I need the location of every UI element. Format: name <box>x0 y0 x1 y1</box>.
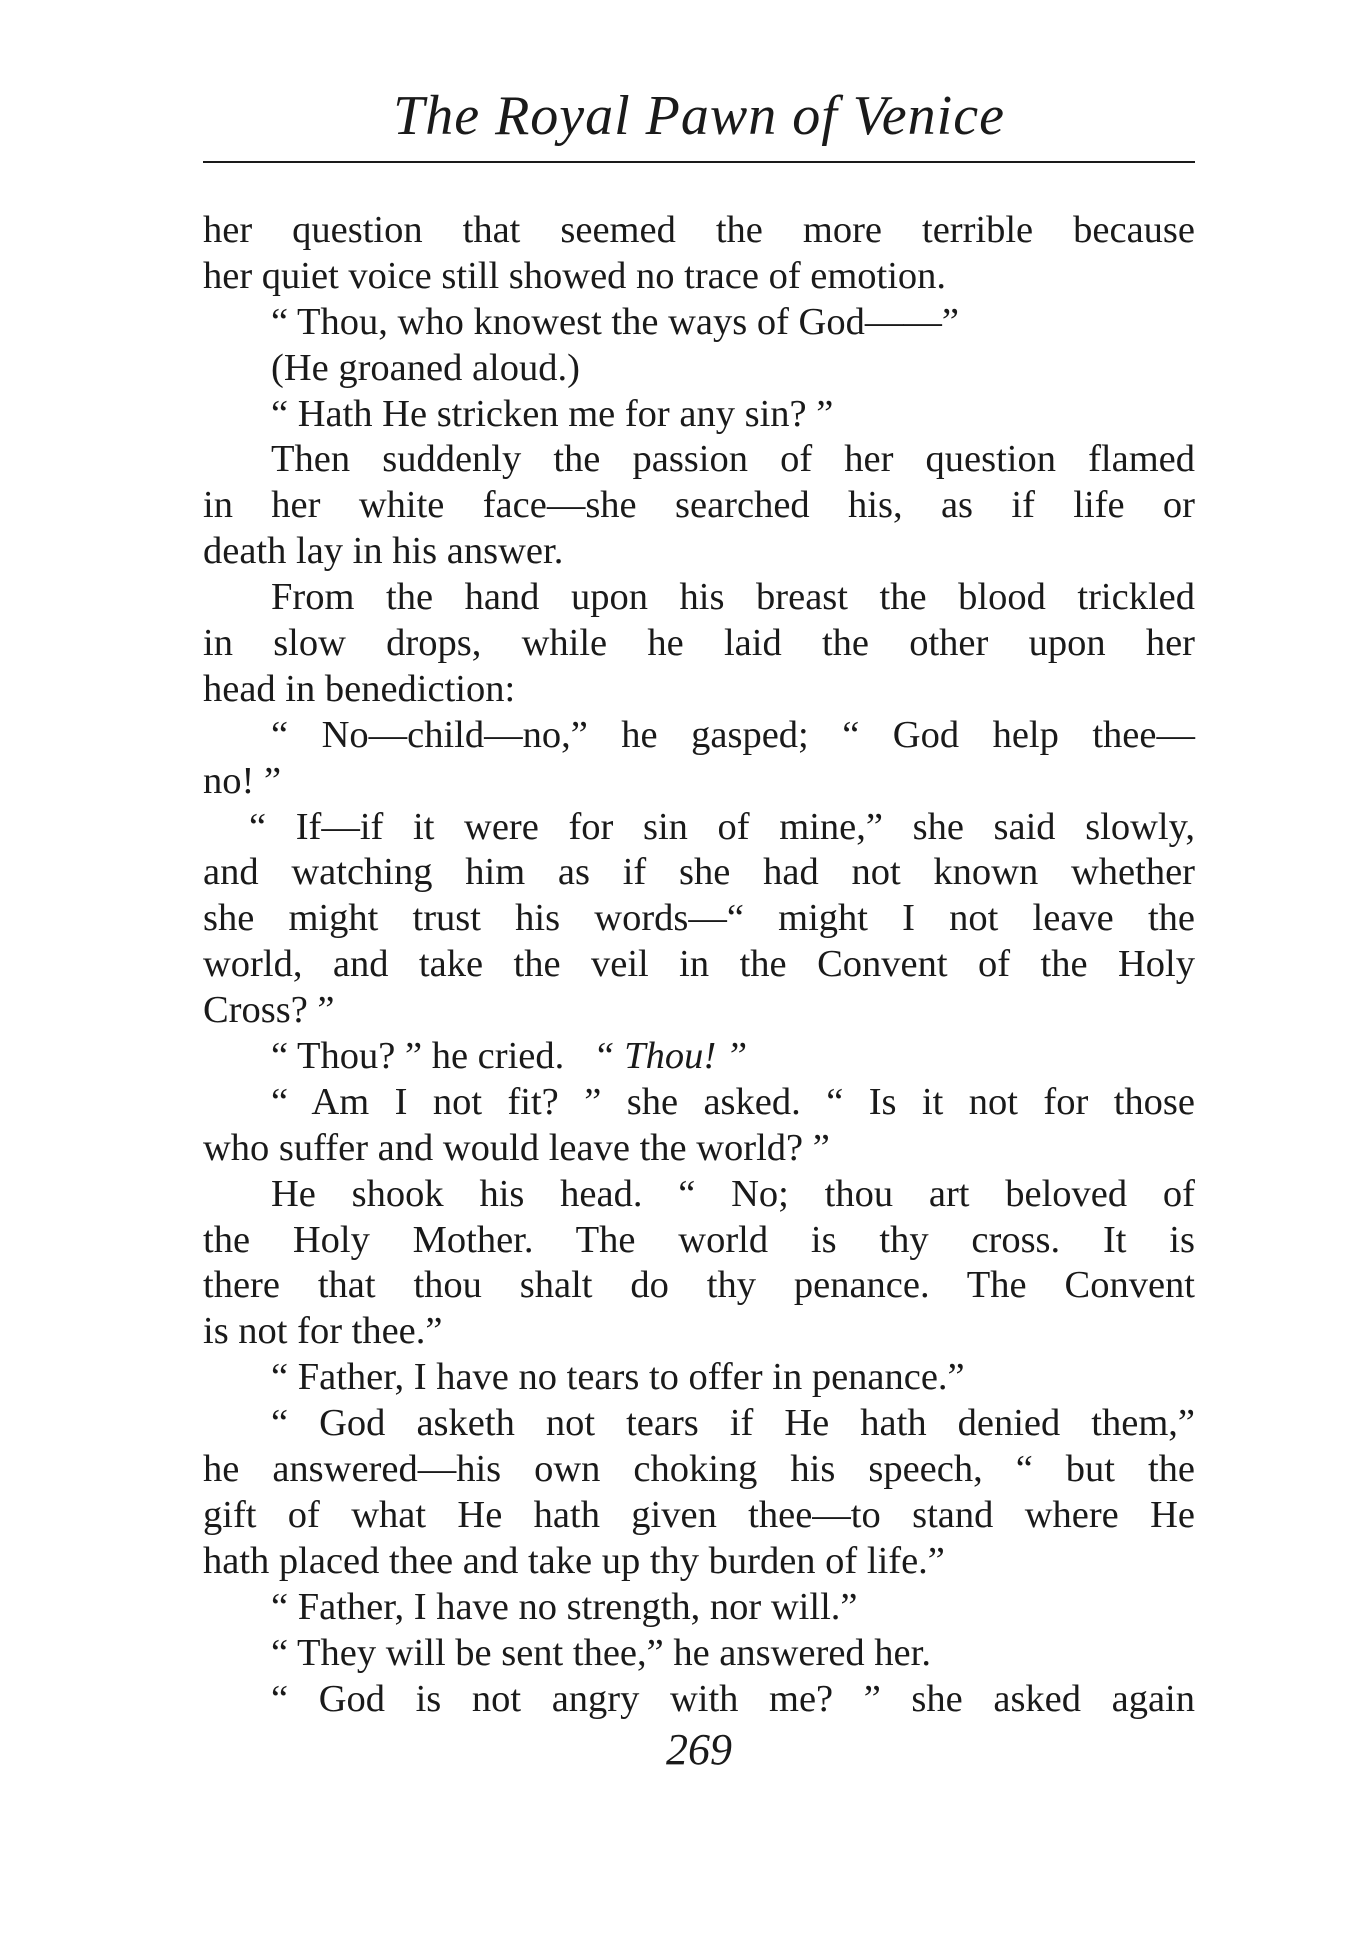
text-line: Then suddenly the passion of her question flamed <box>271 438 1195 481</box>
text-line: who suffer and would leave the world? ” <box>203 1126 830 1169</box>
italic-exclamation: “ Thou! ” <box>593 1035 748 1078</box>
text-line: “ Am I not fit? ” she asked. “ Is it not for those <box>271 1080 1195 1123</box>
header-rule <box>203 161 1195 163</box>
page-header <box>203 78 1195 154</box>
text-line: From the hand upon his breast the blood trickled <box>271 576 1195 619</box>
text-line: her question that seemed the more terrible because <box>203 209 1195 251</box>
text-line: and watching him as if she had not known whether <box>203 851 1195 894</box>
text-line: “ They will be sent thee,” he answered her. <box>271 1631 931 1674</box>
text-line: he answered—his own choking his speech, “ but the <box>203 1448 1195 1491</box>
text-line: “ Hath He stricken me for any sin? ” <box>271 392 834 435</box>
text-line: world, and take the veil in the Convent of the Holy <box>203 943 1195 986</box>
text-line-part: “ Thou? ” he cried. <box>271 1035 565 1078</box>
text-line: head in benediction: <box>203 667 516 710</box>
text-line: “ God is not angry with me? ” she asked again <box>271 1677 1195 1720</box>
text-line: (He groaned aloud.) <box>271 346 580 389</box>
text-line: her quiet voice still showed no trace of emotion. <box>203 254 947 297</box>
page-number: 269 <box>666 1725 732 1774</box>
text-line: He shook his head. “ No; thou art beloved of <box>271 1172 1195 1215</box>
text-line: there that thou shalt do thy penance. The Convent <box>203 1264 1195 1307</box>
text-line: hath placed thee and take up thy burden of life.” <box>203 1539 945 1582</box>
text-line: “ Father, I have no strength, nor will.” <box>271 1585 858 1628</box>
text-line: she might trust his words—“ might I not leave the <box>203 897 1195 940</box>
text-line: no! ” <box>203 759 282 802</box>
text-line: is not for thee.” <box>203 1310 443 1353</box>
text-line: “ No—child—no,” he gasped; “ God help thee— <box>271 713 1195 756</box>
text-line: in her white face—she searched his, as if life or <box>203 484 1195 527</box>
text-line: gift of what He hath given thee—to stand where He <box>203 1493 1195 1536</box>
text-line: “ Father, I have no tears to offer in penance.” <box>271 1356 965 1399</box>
text-line: the Holy Mother. The world is thy cross. It is <box>203 1218 1195 1261</box>
text-line: “ If—if it were for sin of mine,” she said slowly, <box>249 805 1195 848</box>
text-line: death lay in his answer. <box>203 530 564 573</box>
text-line: “ God asketh not tears if He hath denied them,” <box>271 1402 1195 1445</box>
text-line: Cross? ” <box>203 989 335 1032</box>
body-text <box>203 208 1195 1722</box>
text-line <box>203 1034 1195 1080</box>
running-title: The Royal Pawn of Venice <box>393 85 1005 147</box>
text-line: “ Thou, who knowest the ways of God——” <box>271 300 959 343</box>
text-line: in slow drops, while he laid the other upon her <box>203 622 1195 665</box>
